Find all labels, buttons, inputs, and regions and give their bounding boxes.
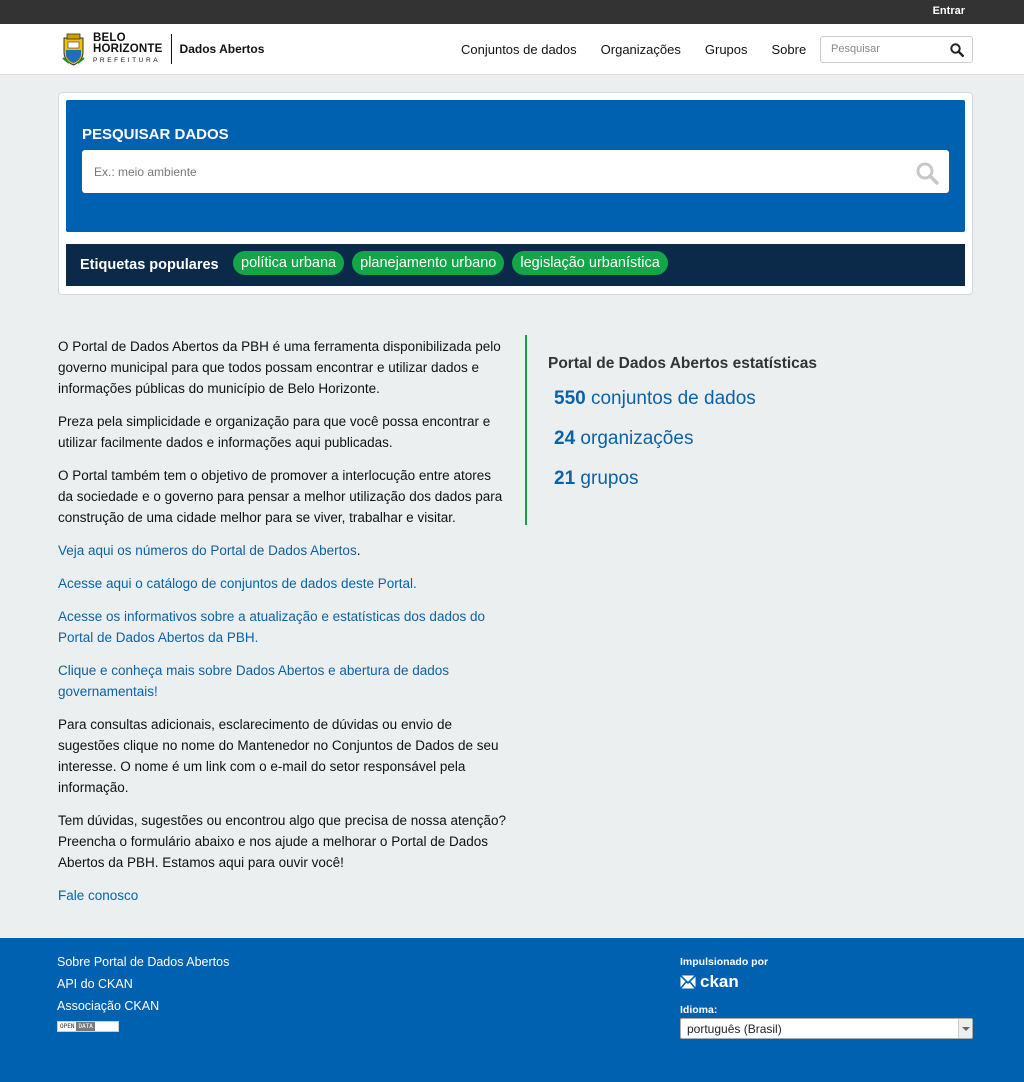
open-data-badge-data: DATA — [78, 1023, 93, 1030]
popular-tags-label: Etiquetas populares — [80, 257, 219, 273]
contact-wrap — [58, 885, 508, 906]
search-icon[interactable] — [950, 43, 964, 57]
nav-about[interactable]: Sobre — [771, 42, 807, 57]
language-select[interactable] — [680, 1018, 973, 1039]
intro-paragraph-1: O Portal de Dados Abertos da PBH é uma ferramenta disponibilizada pelo governo municipal para que todos possam encontrar e utilizar dados e informações públicas do município de Belo Horizonte. — [58, 339, 501, 396]
footer-right — [680, 956, 973, 1039]
tag-legislacao-urbanistica[interactable]: legislação urbanística — [512, 251, 667, 275]
nav-organizations[interactable]: Organizações — [600, 42, 681, 57]
powered-by-label: Impulsionado por — [680, 956, 769, 968]
ckan-icon — [680, 974, 696, 990]
intro-text — [58, 336, 508, 918]
intro-link-4-wrap — [58, 660, 508, 702]
catalog-link[interactable]: Acesse aqui o catálogo de conjuntos de dados deste Portal. — [58, 576, 417, 591]
dataset-search-placeholder: Ex.: meio ambiente — [94, 165, 197, 179]
logo-line-3: PREFEITURA — [93, 56, 161, 64]
newsletters-link[interactable]: Acesse os informativos sobre a atualização e estatísticas dos dados do Portal de Dados Abertos da PBH. — [58, 609, 485, 645]
site-footer — [0, 938, 1024, 1082]
footer-links — [57, 955, 229, 1032]
stat-datasets-label: conjuntos de dados — [590, 388, 756, 409]
site-logo[interactable] — [61, 32, 264, 66]
logo-line-1: BELO — [93, 31, 126, 44]
city-crest-icon — [61, 32, 86, 66]
stat-organizations[interactable] — [554, 428, 817, 450]
stat-datasets-count: 550 — [554, 388, 586, 409]
tag-planejamento-urbano[interactable]: planejamento urbano — [352, 251, 504, 275]
portal-numbers-link[interactable]: Veja aqui os números do Portal de Dados Abertos — [58, 543, 357, 558]
stats-divider — [525, 335, 527, 525]
intro-link-1-suffix: . — [356, 543, 361, 558]
contact-link[interactable]: Fale conosco — [58, 888, 139, 903]
footer-about-link[interactable]: Sobre Portal de Dados Abertos — [57, 955, 230, 969]
stat-organizations-label: organizações — [580, 428, 694, 449]
site-name: Dados Abertos — [179, 42, 265, 56]
dataset-search-input[interactable] — [82, 150, 949, 193]
stat-groups[interactable] — [554, 468, 817, 490]
login-link[interactable]: Entrar — [932, 5, 965, 17]
footer-ckan-association-link[interactable]: Associação CKAN — [57, 999, 160, 1013]
intro-paragraph-5: Tem dúvidas, sugestões ou encontrou algo que precisa de nossa atenção? Preencha o formulário abaixo e nos ajude a melhorar o Portal de Dados Abertos da PBH. Estamos aqui para ouvir você! — [58, 813, 507, 870]
nav-groups[interactable]: Grupos — [704, 42, 748, 57]
open-data-badge[interactable] — [57, 1021, 119, 1032]
ckan-logo-text: ckan — [700, 972, 739, 991]
dataset-search-panel — [66, 100, 965, 232]
stat-organizations-count: 24 — [554, 428, 576, 449]
open-data-badge-open: OPEN — [60, 1023, 75, 1030]
intro-paragraph-3: O Portal também tem o objetivo de promover a interlocução entre atores da sociedade e o governo para pensar a melhor utilização dos dados para construção de uma cidade melhor para se viver, trabalhar e visitar. — [58, 468, 503, 525]
header-search-placeholder: Pesquisar — [831, 43, 880, 55]
intro-link-2-wrap — [58, 573, 508, 594]
top-bar — [0, 0, 1024, 24]
tag-politica-urbana[interactable]: política urbana — [233, 251, 344, 275]
chevron-down-icon — [958, 1019, 972, 1038]
stats-title: Portal de Dados Abertos estatísticas — [548, 355, 818, 372]
intro-paragraph-2: Preza pela simplicidade e organização para que você possa encontrar e utilizar facilmente dados e informações aqui publicadas. — [58, 414, 491, 450]
intro-link-3-wrap — [58, 606, 508, 648]
site-header — [0, 24, 1024, 75]
search-icon[interactable] — [915, 161, 939, 185]
main-nav — [461, 42, 830, 57]
popular-tags-bar — [66, 244, 965, 286]
language-label: Idioma: — [680, 1004, 718, 1016]
hero-card — [58, 92, 973, 295]
logo-line-2: HORIZONTE — [93, 42, 163, 55]
open-data-info-link[interactable]: Clique e conheça mais sobre Dados Abertos e abertura de dados governamentais! — [58, 663, 449, 699]
logo-divider — [171, 34, 172, 64]
nav-datasets[interactable]: Conjuntos de dados — [461, 42, 577, 57]
stat-datasets[interactable] — [554, 388, 817, 410]
intro-paragraph-4: Para consultas adicionais, esclarecimento de dúvidas ou envio de sugestões clique no nome do Mantenedor no Conjuntos de Dados de seu interesse. O nome é um link com o e-mail do setor responsável pela informação. — [58, 717, 499, 795]
search-title: PESQUISAR DADOS — [82, 126, 229, 143]
ckan-logo[interactable] — [680, 972, 973, 992]
language-selected-value: português (Brasil) — [687, 1022, 782, 1036]
stat-groups-count: 21 — [554, 468, 576, 489]
stat-groups-label: grupos — [580, 468, 639, 489]
portal-stats — [548, 355, 817, 508]
intro-link-1-wrap — [58, 540, 508, 561]
header-search-input[interactable] — [820, 36, 973, 63]
popular-tags-list — [233, 251, 676, 275]
footer-api-link[interactable]: API do CKAN — [57, 977, 133, 991]
